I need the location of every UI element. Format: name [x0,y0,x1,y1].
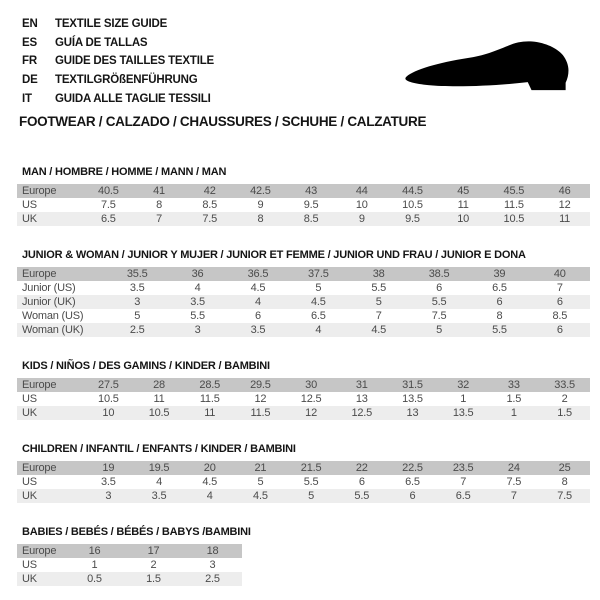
size-cell: 42.5 [250,185,271,197]
row-label: US [22,393,37,405]
row-label: Europe [22,462,57,474]
size-cell: 8 [496,310,503,322]
size-cell: 5.5 [492,324,507,336]
size-cell: 4.5 [250,282,266,294]
size-cell: 11.5 [503,199,524,211]
size-cell: 7 [156,213,162,225]
size-cell: 0.5 [87,573,102,585]
size-cell: 6 [358,476,365,488]
table-row [17,184,590,198]
size-table-section [17,249,590,337]
row-label: Woman (US) [22,310,84,322]
size-cell: 7 [510,490,517,502]
row-label: Europe [22,379,57,391]
row-label: Europe [22,545,57,557]
size-cell: 4 [254,296,261,308]
size-cell: 10.5 [98,393,119,405]
size-cell: 18 [206,545,219,557]
size-cell: 11 [457,199,469,211]
size-cell: 4.5 [371,324,387,336]
size-cell: 39 [493,268,506,280]
size-cell: 6 [556,296,563,308]
size-cell: 12 [305,407,318,419]
language-code: DE [22,74,38,87]
size-cell: 8.5 [202,199,218,211]
size-cell: 7.5 [202,213,218,225]
table-row [17,309,590,323]
size-cell: 13.5 [402,393,423,405]
size-cell: 7 [375,310,382,322]
size-cell: 44.5 [402,185,423,197]
size-cell: 12.5 [300,393,322,405]
size-cell: 5 [375,296,382,308]
size-cell: 38 [372,268,385,280]
table-row [17,406,590,420]
row-label: US [22,476,37,488]
size-cell: 13 [355,393,368,405]
size-cell: 3.5 [151,490,167,502]
size-cell: 45 [457,185,470,197]
table-row [17,572,242,586]
size-cell: 5 [436,324,443,336]
table-row [17,392,590,406]
size-cell: 35.5 [126,268,148,280]
size-cell: 3.5 [100,476,116,488]
size-cell: 2 [561,393,568,405]
size-cell: 38.5 [428,268,450,280]
size-cell: 1.5 [557,407,572,419]
size-cell: 37.5 [308,268,329,280]
size-cell: 10 [457,213,470,225]
language-title: GUÍA DE TALLAS [55,36,148,49]
size-cell: 3.5 [190,296,205,308]
size-cell: 24 [507,462,520,474]
size-cell: 19 [102,462,115,474]
size-cell: 11 [204,407,216,419]
size-cell: 2.5 [205,573,220,585]
size-table-section [17,360,590,420]
size-cell: 11 [153,393,165,405]
language-title: TEXTILGRÖßENFÜHRUNG [55,74,198,87]
size-cell: 6 [496,296,503,308]
size-cell: 25 [558,462,571,474]
size-cell: 4 [315,324,322,336]
language-row [22,34,214,53]
language-row [22,52,214,71]
size-cell: 6.5 [455,490,471,502]
language-list [22,15,214,108]
size-cell: 36 [191,268,204,280]
language-code: EN [22,18,38,31]
size-cell: 44 [355,185,368,197]
size-cell: 43 [305,185,318,197]
size-cell: 8.5 [552,310,568,322]
size-cell: 7.5 [100,199,116,211]
size-cell: 9.5 [303,199,319,211]
table-row [17,198,590,212]
row-label: Europe [22,268,57,280]
size-cell: 5 [315,282,322,294]
table-row [17,295,590,309]
size-cell: 4.5 [253,490,268,502]
size-cell: 4 [194,282,201,294]
language-row [22,89,214,108]
size-cell: 4 [156,476,162,488]
size-cell: 3.5 [250,324,266,336]
size-cell: 5.5 [431,296,447,308]
size-cell: 6 [409,490,416,502]
size-cell: 6.5 [405,476,420,488]
size-cell: 13 [406,407,419,419]
table-row [17,489,590,503]
section-title: MAN / HOMBRE / HOMME / MANN / MAN [22,166,227,178]
size-cell: 36.5 [247,268,269,280]
size-cell: 8.5 [303,213,319,225]
size-cell: 12.5 [351,407,373,419]
size-cell: 8 [156,199,162,211]
size-cell: 27.5 [98,379,119,391]
size-table-section [17,526,590,586]
size-cell: 28 [153,379,165,391]
size-cell: 23.5 [452,462,474,474]
size-cell: 31 [355,379,368,391]
section-title: CHILDREN / INFANTIL / ENFANTS / KINDER / BAMBINI [22,443,296,455]
size-cell: 10.5 [503,213,525,225]
table-row [17,212,590,226]
row-label: UK [22,213,37,225]
row-label: Europe [22,185,57,197]
table-row [17,323,590,337]
language-code: FR [22,55,37,68]
table-row [17,461,590,475]
size-table [17,378,590,420]
size-cell: 11 [559,213,571,225]
size-cell: 22.5 [402,462,423,474]
size-cell: 6 [436,282,443,294]
row-label: UK [22,573,37,585]
row-label: US [22,199,37,211]
section-title: JUNIOR & WOMAN / JUNIOR Y MUJER / JUNIOR ET FEMME / JUNIOR UND FRAU / JUNIOR E DONA [22,249,526,261]
size-table [17,184,590,226]
size-cell: 8 [561,476,568,488]
size-cell: 16 [88,545,101,557]
language-title: GUIDE DES TAILLES TEXTILE [55,55,214,68]
table-row [17,281,590,295]
size-cell: 6 [254,310,261,322]
row-label: UK [22,490,37,502]
size-cell: 11.5 [250,407,271,419]
language-title: GUIDA ALLE TAGLIE TESSILI [55,92,211,105]
table-row [17,378,590,392]
size-cell: 6 [556,324,563,336]
size-cell: 2 [150,559,157,571]
size-cell: 11.5 [199,393,220,405]
size-cell: 31.5 [402,379,423,391]
table-row [17,267,590,281]
size-cell: 10.5 [148,407,170,419]
size-cell: 3 [209,559,216,571]
size-cell: 19.5 [148,462,170,474]
size-cell: 1.5 [506,393,522,405]
size-cell: 32 [457,379,470,391]
size-cell: 42 [203,185,216,197]
size-cell: 7 [460,476,467,488]
size-cell: 6.5 [100,213,116,225]
row-label: US [22,559,37,571]
size-cell: 9 [358,213,365,225]
size-cell: 17 [147,545,160,557]
size-table [17,461,590,503]
section-title: KIDS / NIÑOS / DES GAMINS / KINDER / BAMBINI [22,360,270,372]
size-cell: 41 [153,185,165,197]
size-cell: 12 [254,393,267,405]
size-cell: 10.5 [402,199,423,211]
size-cell: 3 [105,490,112,502]
size-cell: 40.5 [98,185,119,197]
size-cell: 40 [553,268,566,280]
size-cell: 10 [355,199,368,211]
size-cell: 5 [134,310,141,322]
size-table [17,544,242,586]
size-cell: 13.5 [452,407,474,419]
row-label: Junior (US) [22,282,76,294]
category-title: FOOTWEAR / CALZADO / CHAUSSURES / SCHUHE / CALZATURE [19,114,427,129]
size-table-section [17,166,590,226]
size-cell: 7 [556,282,563,294]
size-cell: 30 [305,379,318,391]
size-cell: 8 [257,213,264,225]
size-cell: 2.5 [129,324,145,336]
size-cell: 7.5 [431,310,447,322]
size-cell: 21.5 [300,462,322,474]
size-cell: 3 [134,296,141,308]
dress-shoe-icon [397,36,577,95]
size-cell: 10 [102,407,115,419]
size-cell: 12 [558,199,571,211]
size-cell: 3.5 [129,282,145,294]
size-cell: 5.5 [354,490,370,502]
size-cell: 21 [254,462,267,474]
size-cell: 1 [510,407,517,419]
size-cell: 3 [194,324,201,336]
size-tables [17,166,590,600]
section-title: BABIES / BEBÉS / BÉBÉS / BABYS /BAMBINI [22,526,251,538]
row-label: Woman (UK) [22,324,84,336]
language-title: TEXTILE SIZE GUIDE [55,18,168,31]
size-cell: 5.5 [371,282,387,294]
size-cell: 5 [308,490,315,502]
language-code: ES [22,36,37,49]
size-cell: 7.5 [557,490,572,502]
size-cell: 45.5 [503,185,525,197]
size-cell: 4.5 [310,296,326,308]
size-cell: 22 [355,462,368,474]
table-row [17,558,242,572]
size-cell: 5.5 [303,476,319,488]
row-label: UK [22,407,37,419]
size-cell: 6.5 [310,310,326,322]
language-code: IT [22,92,32,105]
row-label: Junior (UK) [22,296,76,308]
size-cell: 29.5 [250,379,271,391]
language-row [22,71,214,90]
size-cell: 9.5 [405,213,420,225]
table-row [17,544,242,558]
size-cell: 1.5 [146,573,161,585]
size-table [17,267,590,337]
size-cell: 46 [558,185,571,197]
size-cell: 33 [507,379,520,391]
size-cell: 1 [91,559,98,571]
size-cell: 5.5 [190,310,205,322]
table-row [17,475,590,489]
size-cell: 4.5 [202,476,218,488]
size-cell: 9 [257,199,264,211]
size-cell: 28.5 [199,379,221,391]
size-table-section [17,443,590,503]
size-cell: 6.5 [492,282,507,294]
size-cell: 20 [203,462,216,474]
language-row [22,15,214,34]
size-cell: 1 [460,393,467,405]
size-cell: 7.5 [506,476,522,488]
size-cell: 5 [257,476,264,488]
size-cell: 33.5 [554,379,575,391]
size-cell: 4 [206,490,213,502]
